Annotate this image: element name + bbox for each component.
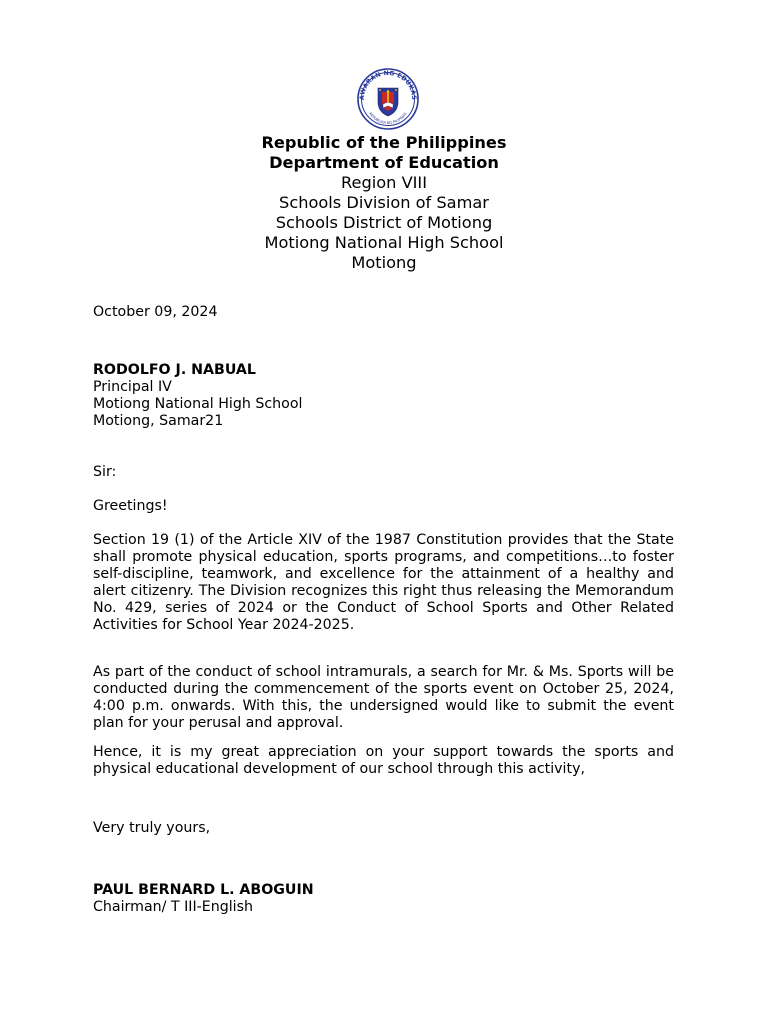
recipient-school: Motiong National High School <box>93 396 303 412</box>
salutation: Sir: <box>93 464 117 480</box>
paragraph-appreciation: Hence, it is my great appreciation on your support towards the sports and physical educational development of our school through this activity, <box>93 744 674 777</box>
deped-seal-icon <box>352 68 424 130</box>
recipient-title: Principal IV <box>93 379 172 395</box>
paragraph-constitution: Section 19 (1) of the Article XIV of the 1987 Constitution provides that the State shall promote physical education, sports programs, and competitions…to foster self-discipline, teamwork, and excellence for the attainment of a healthy and alert citizenry. The Division recognizes this right thus releasing the Memorandum No. 429, series of 2024 or the Conduct of School Sports and Other Related Activities for School Year 2024-2025. <box>93 532 674 633</box>
deped-seal-logo <box>352 68 424 130</box>
letterhead <box>0 133 768 273</box>
recipient-address: Motiong, Samar21 <box>93 413 224 429</box>
seal-text-top: AWARAN NG EDUKAS <box>358 69 418 101</box>
letterhead-district: Schools District of Motiong <box>275 213 493 232</box>
letterhead-region: Region VIII <box>341 173 427 192</box>
recipient-name: RODOLFO J. NABUAL <box>93 362 256 378</box>
seal-text-bottom: REPUBLIKA NG PILIPINAS <box>368 111 408 126</box>
letterhead-republic: Republic of the Philippines <box>261 133 507 152</box>
letterhead-school: Motiong National High School <box>264 233 504 252</box>
signatory-block <box>93 882 674 916</box>
letter-date: October 09, 2024 <box>93 304 218 320</box>
closing: Very truly yours, <box>93 820 211 836</box>
signatory-name: PAUL BERNARD L. ABOGUIN <box>93 882 314 898</box>
paragraph-intramurals: As part of the conduct of school intramurals, a search for Mr. & Ms. Sports will be conducted during the commencement of the sports event on October 25, 2024, 4:00 p.m. onwards. With this, the undersigned would like to submit the event plan for your perusal and approval. <box>93 664 674 731</box>
recipient-block <box>93 362 674 430</box>
letterhead-department: Department of Education <box>269 153 499 172</box>
greeting: Greetings! <box>93 498 168 514</box>
letterhead-town: Motiong <box>351 253 417 272</box>
signatory-title: Chairman/ T III-English <box>93 899 253 915</box>
letterhead-division: Schools Division of Samar <box>279 193 489 212</box>
